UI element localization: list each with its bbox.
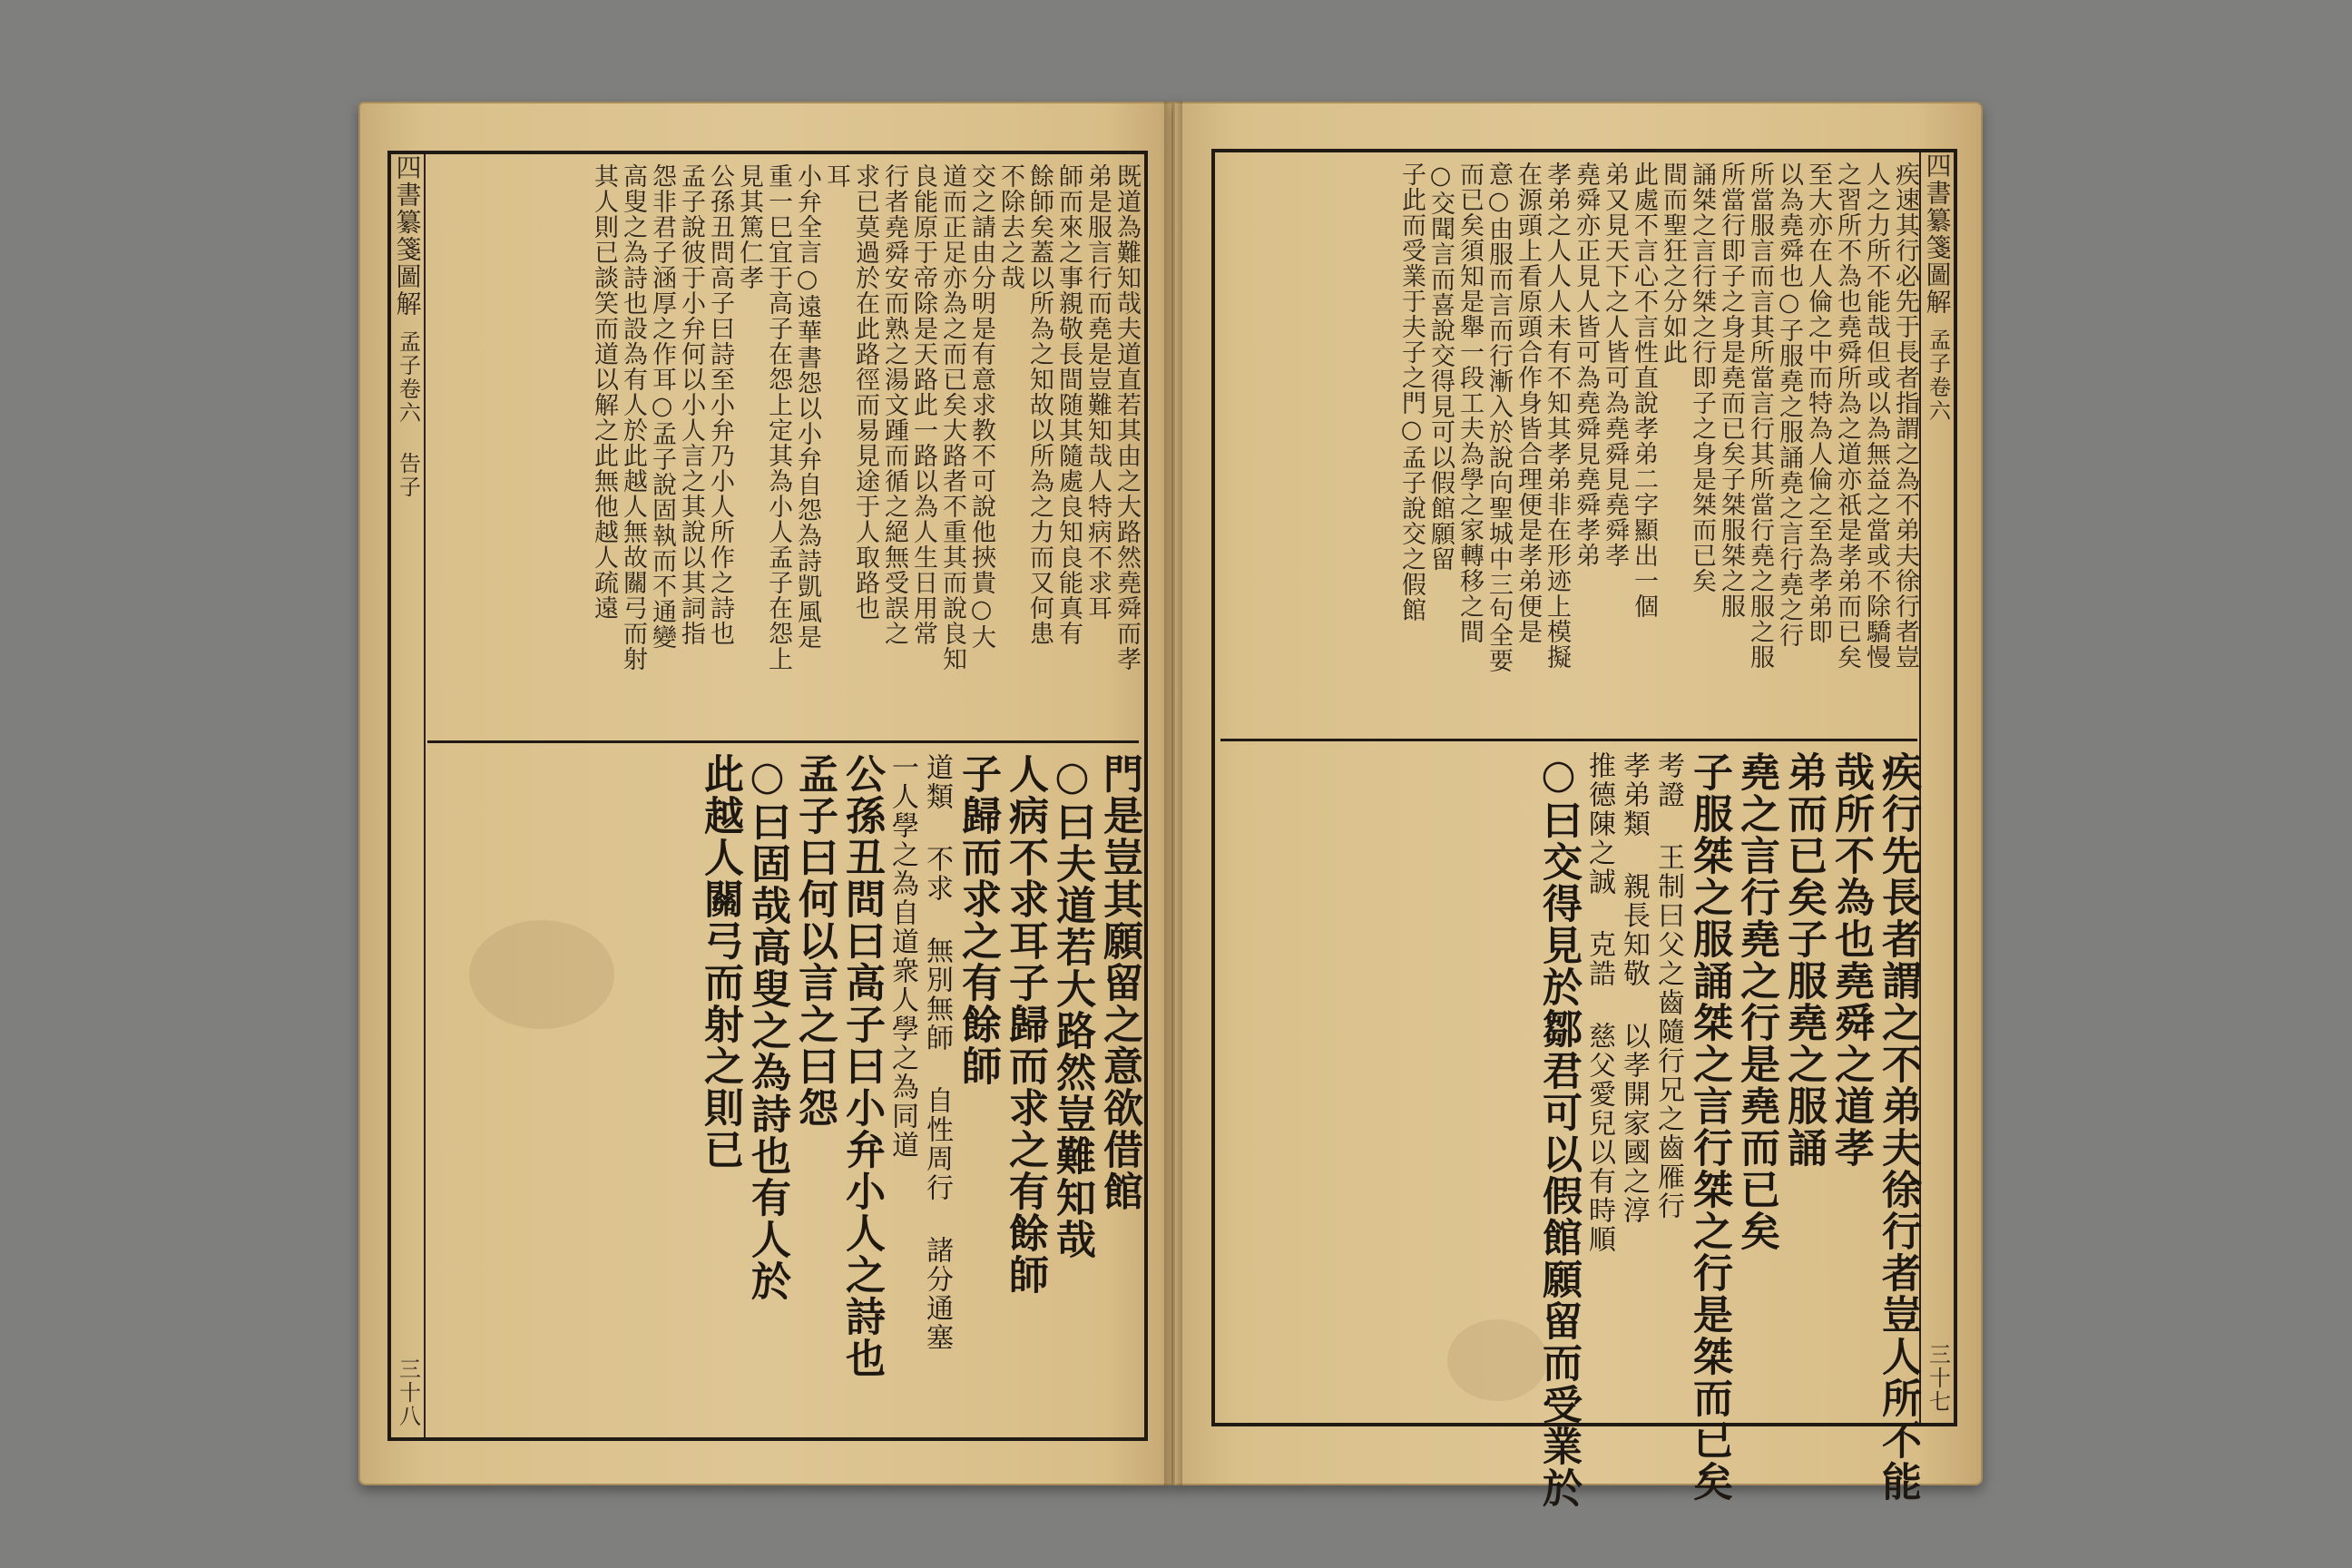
commentary-column: 此處不言心不言性直說孝弟二字顯出一個 xyxy=(1630,162,1658,619)
commentary-column: 怨非君子涵厚之作耳○孟子說固執而不通變 xyxy=(648,163,676,650)
commentary-column: 弟又見天下之人皆可為堯舜見堯舜孝 xyxy=(1601,162,1629,568)
commentary-column: 堯舜亦正見人皆可為堯舜見堯舜孝弟 xyxy=(1572,162,1600,568)
commentary-column: 高叟之為詩也設為有人於此越人無故關弓而射 xyxy=(619,163,647,671)
commentary-column: 間而聖狂之分如此 xyxy=(1659,162,1687,365)
left-banxin xyxy=(391,154,426,1437)
main-text-column: 弟而已矣子服堯之服誦 xyxy=(1780,751,1827,1169)
commentary-column: 小弁全言○遠華書怨以小弁自怨為詩凱風是 xyxy=(793,163,821,650)
commentary-column: 師而來之事親敬長間随其隨處良知良能真有 xyxy=(1054,163,1083,646)
main-text-column: 子服桀之服誦桀之言行桀之行是桀而已矣 xyxy=(1686,751,1732,1503)
banxin-chapter: 孟子卷六 xyxy=(1925,328,1951,423)
right-page-frame xyxy=(1211,149,1957,1509)
banxin-folio: 三十七 xyxy=(1925,1343,1951,1414)
main-text-column: 道類 不求 無別無師 自性周行 諸分通塞 xyxy=(921,753,953,1352)
right-page xyxy=(1173,102,1983,1509)
commentary-column: 行者堯舜安而熟之湯文踵而循之絕無受誤之 xyxy=(880,163,908,646)
main-text-column: 此越人關弓而射之則已 xyxy=(697,753,743,1171)
commentary-column: ○交聞言而喜說交得見可以假館願留 xyxy=(1426,162,1455,572)
commentary-column: 至大亦在人倫之中而特為人倫之至為孝弟即 xyxy=(1804,162,1832,644)
banxin-chapter: 孟子卷六 告子 xyxy=(395,330,421,499)
commentary-column: 重一巳宜于高子在怨上定其為小人孟子在怨上 xyxy=(764,163,792,671)
commentary-column: 孟子說彼于小弁何以小人言之其說以其詞指 xyxy=(677,163,705,646)
left-page xyxy=(358,102,1173,1485)
main-text-column: 堯之言行堯之行是堯而已矣 xyxy=(1733,751,1779,1252)
main-text-column: 門是豈其願留之意欲借館 xyxy=(1096,753,1142,1212)
main-text-column: 推德陳之誠 克誥 慈父愛兒以有時順 xyxy=(1583,751,1615,1254)
main-text-column: ○曰固哉高叟之為詩也有人於 xyxy=(744,753,790,1302)
commentary-column: 孝弟之人人人未有不知其孝弟非在形迹上模擬 xyxy=(1543,162,1571,670)
main-text-register xyxy=(427,753,1142,1434)
commentary-column: 子此而受業于夫子之門○孟子說交之假館 xyxy=(1397,162,1426,622)
commentary-column: 所當服言而言其所當言行其所當行堯之服之服 xyxy=(1746,162,1774,670)
commentary-column: 之習所不為也堯舜所為之道亦祇是孝弟而已矣 xyxy=(1833,162,1861,670)
commentary-column: 既道為難知哉夫道直若其由之大路然堯舜而孝 xyxy=(1112,163,1141,671)
upper-commentary-register xyxy=(427,160,1139,743)
commentary-column: 耳 xyxy=(822,163,850,189)
commentary-column: 交之請由分明是有意求教不可說他挾貴○大 xyxy=(967,163,995,650)
banxin-title: 四書纂箋圖解 xyxy=(392,154,423,318)
commentary-column: 道而正足亦為之而已矣大路者不重其而說良知 xyxy=(938,163,966,671)
commentary-column: 以為堯舜也○子服堯之服誦堯之言行堯之行 xyxy=(1775,162,1803,648)
upper-commentary-register xyxy=(1220,158,1917,741)
book-gutter xyxy=(1164,102,1182,1485)
commentary-column: 意○由服而言而行漸入於說向聖城中三句全要 xyxy=(1485,162,1513,673)
commentary-column: 誦桀之言行桀之行即子之身是桀而已矣 xyxy=(1688,162,1716,593)
open-book xyxy=(358,102,1983,1509)
commentary-column: 求已莫過於在此路徑而易見途于人取路也 xyxy=(851,163,879,621)
main-text-column: ○曰交得見於鄒君可以假館願留而受業於 xyxy=(1535,751,1582,1509)
commentary-column: 在源頭上看原頭合作身皆合理便是孝弟便是 xyxy=(1514,162,1542,644)
commentary-column: 餘師矣蓋以所為之知故以所為之力而又何患 xyxy=(1025,163,1054,646)
commentary-column: 公孫丑問高子曰詩至小弁乃小人所作之詩也 xyxy=(706,163,734,646)
banxin-title: 四書纂箋圖解 xyxy=(1922,152,1953,316)
main-text-column: 孟子曰何以言之曰怨 xyxy=(791,753,838,1129)
commentary-column: 不除去之哉 xyxy=(996,163,1024,290)
main-text-register xyxy=(1220,751,1921,1509)
main-text-column: 一人學之為自道衆人學之為同道 xyxy=(887,753,918,1160)
commentary-column: 所當行即子之身是堯而已矣子桀服桀之服 xyxy=(1717,162,1745,619)
commentary-column: 人之力所不能哉但或以為無益之當或不除驕慢 xyxy=(1862,162,1890,670)
main-text-column: 孝弟類 親長知敬 以孝開家國之淳 xyxy=(1618,751,1650,1225)
main-text-column: 人病不求耳子歸而求之有餘師 xyxy=(1002,753,1048,1296)
main-text-column: 公孫丑問曰高子曰小弁小人之詩也 xyxy=(838,753,885,1379)
commentary-column: 而已矣須知是舉一段工夫為學之家轉移之間 xyxy=(1455,162,1484,644)
main-text-column: 子歸而求之有餘師 xyxy=(955,753,1001,1087)
main-text-column: ○曰夫道若大路然豈難知哉 xyxy=(1049,753,1095,1260)
commentary-column: 見其篤仁孝 xyxy=(735,163,763,290)
left-page-frame xyxy=(387,151,1148,1441)
main-text-column: 考證 王制曰父之齒隨行兄之齒雁行 xyxy=(1652,751,1684,1220)
commentary-column: 疾速其行必先于長者指謂之為不弟夫徐行者豈 xyxy=(1891,162,1919,670)
commentary-column: 其人則已談笑而道以解之此無他越人疏遠 xyxy=(590,163,618,621)
banxin-folio: 三十八 xyxy=(395,1357,421,1428)
right-banxin xyxy=(1919,152,1954,1423)
commentary-column: 弟是服言行而堯是豈難知哉人特病不求耳 xyxy=(1083,163,1112,621)
main-text-column: 哉所不為也堯舜之道孝 xyxy=(1828,751,1874,1169)
main-text-column: 疾行先長者謂之不弟夫徐行者豈人所不能 xyxy=(1875,751,1921,1503)
commentary-column: 良能原于帝除是天路此一路以為人生日用常 xyxy=(909,163,937,646)
